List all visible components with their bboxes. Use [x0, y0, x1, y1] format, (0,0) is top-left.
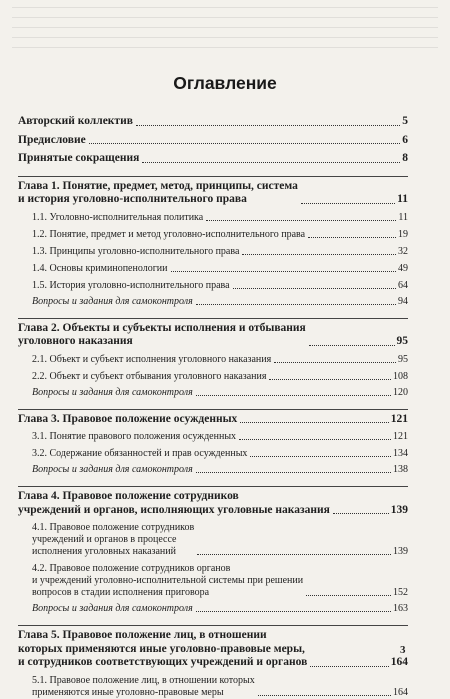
toc-subsection	[18, 280, 408, 292]
dot-leader	[142, 162, 400, 163]
dot-leader	[333, 513, 389, 514]
toc-entry-label: Глава 4. Правовое положение сотрудников учреждений и органов, исполняющих уголовные наказания	[18, 490, 330, 516]
toc-entry-label: Вопросы и задания для самоконтроля	[32, 386, 193, 398]
section-divider	[18, 486, 408, 487]
toc-questions	[18, 603, 408, 615]
toc-entry	[18, 115, 408, 129]
toc-subsection	[18, 263, 408, 275]
toc-entry-label: Глава 3. Правовое положение осужденных	[18, 412, 238, 425]
toc-entry-page: 164	[390, 656, 408, 668]
toc-entry-page: 152	[393, 587, 408, 598]
dot-leader	[306, 595, 391, 596]
toc-questions	[18, 387, 408, 399]
bleed-through-text	[12, 2, 438, 48]
toc-subsection	[18, 675, 408, 699]
dot-leader	[196, 611, 391, 612]
toc-subsection	[18, 522, 408, 558]
toc-entry-page: 121	[390, 412, 408, 425]
toc-subsection	[18, 563, 408, 599]
toc-entry-label: 4.1. Правовое положение сотрудников учреждений и органов в процессе исполнения уголовных наказаний	[32, 522, 195, 557]
toc-section	[18, 486, 408, 615]
toc-questions	[18, 464, 408, 476]
dot-leader	[309, 345, 395, 346]
toc-entry-page: 11	[398, 211, 408, 223]
dot-leader	[308, 237, 396, 238]
toc-chapter	[18, 490, 408, 517]
toc-chapter	[18, 322, 408, 349]
toc-entry-label: 3.1. Понятие правового положения осужденных	[32, 431, 237, 442]
dot-leader	[171, 271, 397, 272]
toc-subsection	[18, 229, 408, 241]
toc-entry-label: 5.1. Правовое положение лиц, в отношении которых применяются иные уголовно-правовые меры	[32, 674, 255, 698]
dot-leader	[310, 666, 388, 667]
section-divider	[18, 409, 408, 410]
toc-entry-page: 139	[393, 546, 408, 557]
toc-entry-page: 49	[398, 262, 408, 274]
toc-section	[18, 318, 408, 399]
toc-entry-page: 64	[398, 279, 408, 291]
toc-subsection	[18, 212, 408, 224]
toc-section	[18, 176, 408, 308]
toc-entry-label: 2.1. Объект и субъект исполнения уголовного наказания	[32, 353, 272, 365]
dot-leader	[233, 288, 396, 289]
page-title: Оглавление	[173, 73, 277, 93]
toc-entry-page: 163	[393, 603, 408, 614]
toc-entry-label: 3.2. Содержание обязанностей и прав осужденных	[32, 448, 248, 459]
dot-leader	[269, 379, 391, 380]
toc-entry-label: 2.2. Объект и субъект отбывания уголовного наказания	[32, 370, 267, 382]
toc-entry-page: 32	[398, 245, 408, 257]
toc-entry-page: 95	[398, 353, 408, 365]
toc-entry-page: 94	[398, 295, 408, 307]
toc-entry-label: Глава 5. Правовое положение лиц, в отношении которых применяются иные уголовно-правовые меры, и сотрудников соответствующих учреждений и органов	[18, 629, 308, 668]
toc-chapter	[18, 180, 408, 207]
toc-entry-page: 134	[393, 448, 408, 459]
dot-leader	[301, 203, 395, 204]
toc-entry-label: 1.3. Принципы уголовно-исполнительного права	[32, 245, 240, 257]
dot-leader	[258, 695, 391, 696]
toc-entry-label: Глава 2. Объекты и субъекты исполнения и отбывания уголовного наказания	[18, 321, 306, 347]
toc-entry-label: 4.2. Правовое положение сотрудников органов и учреждений уголовно-исполнительной системы при решении вопросов в стадии исполнения приговора	[32, 563, 304, 598]
toc-entry-page: 8	[402, 152, 408, 164]
toc-subsection	[18, 371, 408, 383]
section-divider	[18, 318, 408, 319]
toc-entry-label: Глава 1. Понятие, предмет, метод, принципы, система и история уголовно-исполнительного права	[18, 179, 298, 205]
toc-section	[18, 409, 408, 477]
toc-entry	[18, 134, 408, 148]
toc-entry-label: 1.1. Уголовно-исполнительная политика	[32, 211, 204, 223]
table-of-contents	[18, 115, 408, 699]
toc-entry-label: Авторский коллектив	[18, 115, 133, 127]
toc-entry-page: 5	[402, 115, 408, 127]
toc-subsection	[18, 246, 408, 258]
toc-section	[18, 115, 408, 166]
toc-entry-label: Предисловие	[18, 133, 86, 146]
toc-entry-page: 121	[393, 431, 408, 442]
toc-entry-page: 95	[396, 335, 408, 347]
dot-leader	[250, 456, 391, 457]
dot-leader	[89, 143, 401, 144]
toc-entry-page: 139	[390, 503, 408, 516]
toc-entry-page: 11	[397, 193, 408, 205]
toc-entry-label: 1.5. История уголовно-исполнительного права	[32, 279, 230, 291]
page-number: 3	[400, 644, 406, 656]
dot-leader	[196, 472, 391, 473]
toc-entry-label: Принятые сокращения	[18, 152, 140, 164]
toc-entry-label: Вопросы и задания для самоконтроля	[32, 295, 193, 307]
toc-chapter	[18, 413, 408, 427]
toc-entry-page: 108	[393, 370, 408, 382]
toc-questions	[18, 296, 408, 308]
section-divider	[18, 625, 408, 626]
toc-entry-label: Вопросы и задания для самоконтроля	[32, 603, 193, 614]
toc-entry-label: 1.4. Основы криминопенологии	[32, 262, 168, 274]
dot-leader	[196, 304, 396, 305]
toc-chapter	[18, 629, 408, 670]
dot-leader	[136, 125, 400, 126]
dot-leader	[274, 362, 396, 363]
toc-entry-label: Вопросы и задания для самоконтроля	[32, 464, 193, 475]
toc-entry-page: 138	[393, 464, 408, 475]
dot-leader	[196, 395, 391, 396]
dot-leader	[240, 422, 388, 423]
toc-section	[18, 625, 408, 699]
toc-entry-page: 19	[398, 228, 408, 240]
toc-entry	[18, 152, 408, 166]
toc-entry-page: 164	[393, 686, 408, 698]
toc-subsection	[18, 431, 408, 443]
dot-leader	[197, 554, 391, 555]
toc-entry-label: 1.2. Понятие, предмет и метод уголовно-исполнительного права	[32, 228, 306, 240]
dot-leader	[242, 254, 396, 255]
toc-subsection	[18, 354, 408, 366]
dot-leader	[239, 439, 391, 440]
dot-leader	[206, 220, 396, 221]
toc-entry-page: 120	[393, 386, 408, 398]
toc-subsection	[18, 448, 408, 460]
toc-entry-page: 6	[402, 133, 408, 146]
section-divider	[18, 176, 408, 177]
